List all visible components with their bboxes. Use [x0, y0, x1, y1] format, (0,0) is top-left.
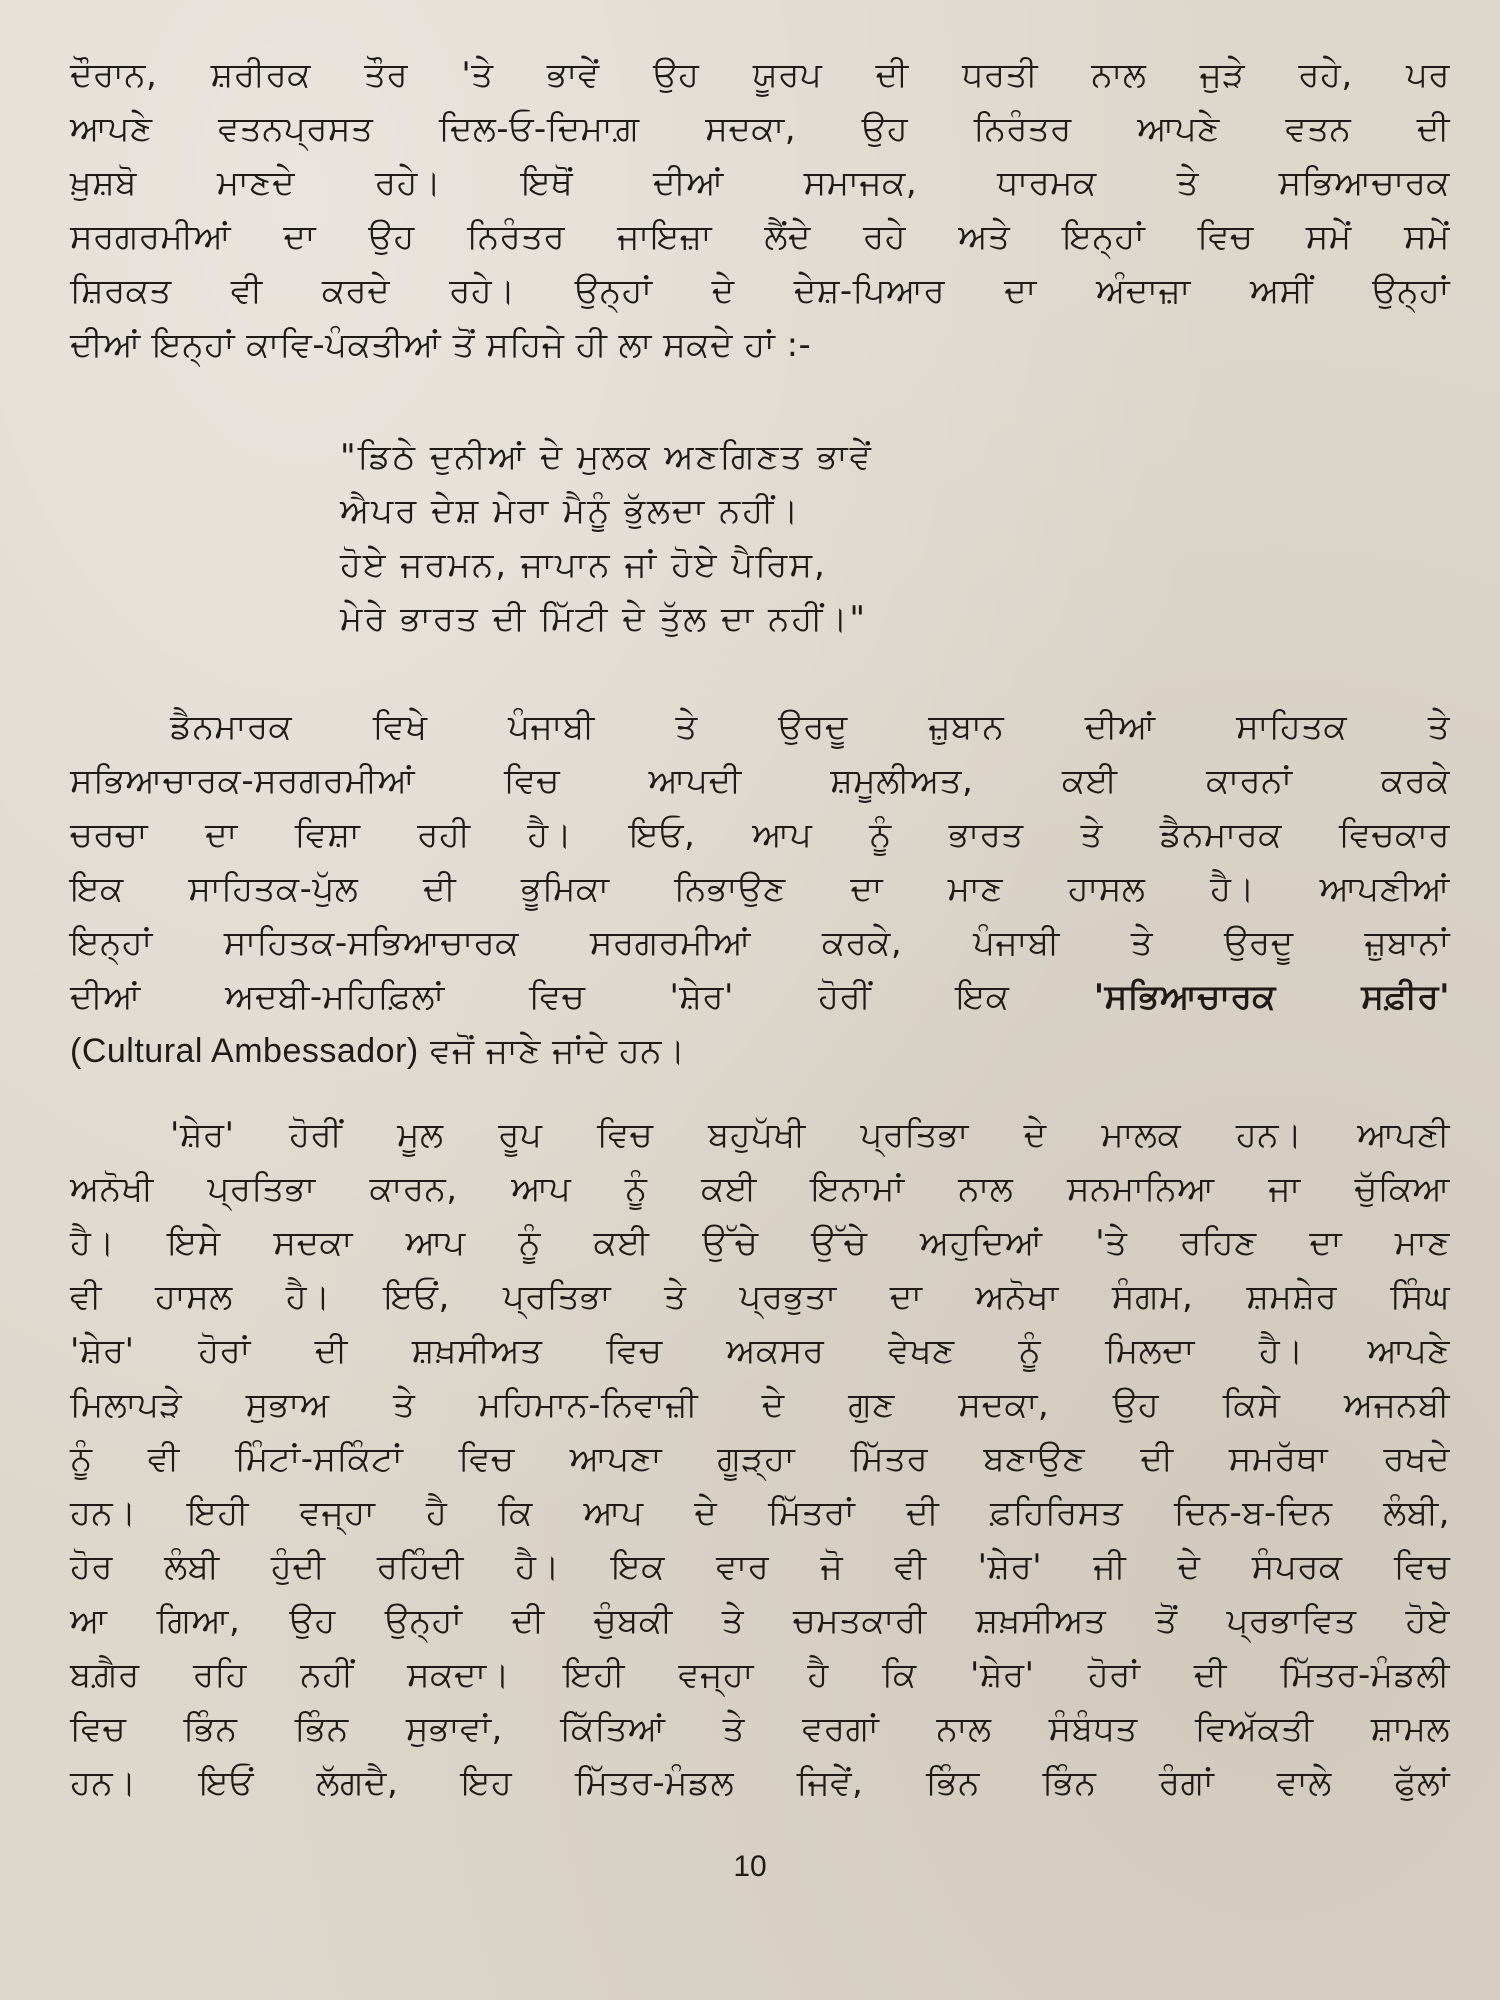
page-number: 10: [733, 1850, 767, 1883]
paragraph-line: ਸਭਿਆਚਾਰਕ-ਸਰਗਰਮੀਆਂ ਵਿਚ ਆਪਦੀ ਸ਼ਮੂਲੀਅਤ, ਕਈ ਕਾਰਨਾਂ ਕਰਕੇ: [70, 761, 1450, 801]
paragraph-line: ਆ ਗਿਆ, ਉਹ ਉਨ੍ਹਾਂ ਦੀ ਚੁੰਬਕੀ ਤੇ ਚਮਤਕਾਰੀ ਸ਼ਖ਼ਸੀਅਤ ਤੋਂ ਪ੍ਰਭਾਵਿਤ ਹੋਏ: [70, 1601, 1450, 1641]
denmark-paragraph: [70, 700, 1450, 1078]
paragraph-line: ਵੀ ਹਾਸਲ ਹੈ। ਇਓਂ, ਪ੍ਰਤਿਭਾ ਤੇ ਪ੍ਰਭੁਤਾ ਦਾ ਅਨੋਖਾ ਸੰਗਮ, ਸ਼ਮਸ਼ੇਰ ਸਿੰਘ: [70, 1277, 1450, 1317]
poem-line: "ਡਿਠੇ ਦੁਨੀਆਂ ਦੇ ਮੁਲਕ ਅਣਗਿਣਤ ਭਾਵੇਂ: [340, 437, 873, 477]
intro-paragraph: [70, 48, 1450, 372]
paragraph-line: ਦੌਰਾਨ, ਸ਼ਰੀਰਕ ਤੌਰ 'ਤੇ ਭਾਵੇਂ ਉਹ ਯੂਰਪ ਦੀ ਧਰਤੀ ਨਾਲ ਜੁੜੇ ਰਹੇ, ਪਰ: [70, 55, 1450, 95]
line-text: ਵਜੋਂ ਜਾਣੇ ਜਾਂਦੇ ਹਨ।: [430, 1031, 686, 1071]
poem-line: ਐਪਰ ਦੇਸ਼ ਮੇਰਾ ਮੈਨੂੰ ਭੁੱਲਦਾ ਨਹੀਂ।: [340, 491, 801, 531]
paragraph-line: ਬਗ਼ੈਰ ਰਹਿ ਨਹੀਂ ਸਕਦਾ। ਇਹੀ ਵਜ੍ਹਾ ਹੈ ਕਿ 'ਸ਼ੇਰ' ਹੋਰਾਂ ਦੀ ਮਿੱਤਰ-ਮੰਡਲੀ: [70, 1655, 1450, 1695]
paragraph-line: ਵਿਚ ਭਿੰਨ ਭਿੰਨ ਸੁਭਾਵਾਂ, ਕਿੱਤਿਆਂ ਤੇ ਵਰਗਾਂ ਨਾਲ ਸੰਬੰਧਤ ਵਿਅੱਕਤੀ ਸ਼ਾਮਲ: [70, 1709, 1450, 1749]
paragraph-line: [70, 970, 1450, 1024]
paragraph-line: ਮਿਲਾਪੜੇ ਸੁਭਾਅ ਤੇ ਮਹਿਮਾਨ-ਨਿਵਾਜ਼ੀ ਦੇ ਗੁਣ ਸਦਕਾ, ਉਹ ਕਿਸੇ ਅਜਨਬੀ: [70, 1385, 1450, 1425]
paragraph-line: ਅਨੋਖੀ ਪ੍ਰਤਿਭਾ ਕਾਰਨ, ਆਪ ਨੂੰ ਕਈ ਇਨਾਮਾਂ ਨਾਲ ਸਨਮਾਨਿਆ ਜਾ ਚੁੱਕਿਆ: [70, 1169, 1450, 1209]
line-text: ਦੀਆਂ ਅਦਬੀ-ਮਹਿਫ਼ਿਲਾਂ ਵਿਚ 'ਸ਼ੇਰ' ਹੋਰੀਂ ਇਕ: [70, 977, 1010, 1017]
poem-line: ਮੇਰੇ ਭਾਰਤ ਦੀ ਮਿੱਟੀ ਦੇ ਤੁੱਲ ਦਾ ਨਹੀਂ।": [340, 599, 867, 639]
paragraph-line: ਦੀਆਂ ਇਨ੍ਹਾਂ ਕਾਵਿ-ਪੰਕਤੀਆਂ ਤੋਂ ਸਹਿਜੇ ਹੀ ਲਾ ਸਕਦੇ ਹਾਂ :-: [70, 325, 812, 365]
paragraph-line: ਹੋਰ ਲੰਬੀ ਹੁੰਦੀ ਰਹਿੰਦੀ ਹੈ। ਇਕ ਵਾਰ ਜੋ ਵੀ 'ਸ਼ੇਰ' ਜੀ ਦੇ ਸੰਪਰਕ ਵਿਚ: [70, 1547, 1450, 1587]
paragraph-line: ਇਨ੍ਹਾਂ ਸਾਹਿਤਕ-ਸਭਿਆਚਾਰਕ ਸਰਗਰਮੀਆਂ ਕਰਕੇ, ਪੰਜਾਬੀ ਤੇ ਉਰਦੂ ਜ਼ੁਬਾਨਾਂ: [70, 923, 1450, 963]
paragraph-line: ਚਰਚਾ ਦਾ ਵਿਸ਼ਾ ਰਹੀ ਹੈ। ਇਓ, ਆਪ ਨੂੰ ਭਾਰਤ ਤੇ ਡੈਨਮਾਰਕ ਵਿਚਕਾਰ: [70, 815, 1450, 855]
paragraph-line: ਹਨ। ਇਹੀ ਵਜ੍ਹਾ ਹੈ ਕਿ ਆਪ ਦੇ ਮਿੱਤਰਾਂ ਦੀ ਫ਼ਹਿਰਿਸਤ ਦਿਨ-ਬ-ਦਿਨ ਲੰਬੀ,: [70, 1493, 1450, 1533]
cultural-ambassador-term: 'ਸਭਿਆਚਾਰਕ ਸਫ਼ੀਰ': [1093, 977, 1450, 1017]
paragraph-line: ਆਪਣੇ ਵਤਨਪ੍ਰਸਤ ਦਿਲ-ਓ-ਦਿਮਾਗ਼ ਸਦਕਾ, ਉਹ ਨਿਰੰਤਰ ਆਪਣੇ ਵਤਨ ਦੀ: [70, 109, 1450, 149]
english-term: (Cultural Ambessador): [70, 1032, 419, 1070]
paragraph-line: ਇਕ ਸਾਹਿਤਕ-ਪੁੱਲ ਦੀ ਭੂਮਿਕਾ ਨਿਭਾਉਣ ਦਾ ਮਾਣ ਹਾਸਲ ਹੈ। ਆਪਣੀਆਂ: [70, 869, 1450, 909]
paragraph-line: ਹੈ। ਇਸੇ ਸਦਕਾ ਆਪ ਨੂੰ ਕਈ ਉੱਚੇ ਉੱਚੇ ਅਹੁਦਿਆਂ 'ਤੇ ਰਹਿਣ ਦਾ ਮਾਣ: [70, 1223, 1450, 1263]
paragraph-line: ਸ਼ਿਰਕਤ ਵੀ ਕਰਦੇ ਰਹੇ। ਉਨ੍ਹਾਂ ਦੇ ਦੇਸ਼-ਪਿਆਰ ਦਾ ਅੰਦਾਜ਼ਾ ਅਸੀਂ ਉਨ੍ਹਾਂ: [70, 271, 1450, 311]
paragraph-line: ਡੈਨਮਾਰਕ ਵਿਖੇ ਪੰਜਾਬੀ ਤੇ ਉਰਦੂ ਜ਼ੁਬਾਨ ਦੀਆਂ ਸਾਹਿਤਕ ਤੇ: [170, 707, 1450, 747]
paragraph-line: ਹਨ। ਇਓਂ ਲੱਗਦੈ, ਇਹ ਮਿੱਤਰ-ਮੰਡਲ ਜਿਵੇਂ, ਭਿੰਨ ਭਿੰਨ ਰੰਗਾਂ ਵਾਲੇ ਫੁੱਲਾਂ: [70, 1763, 1450, 1803]
paragraph-line: ਸਰਗਰਮੀਆਂ ਦਾ ਉਹ ਨਿਰੰਤਰ ਜਾਇਜ਼ਾ ਲੈਂਦੇ ਰਹੇ ਅਤੇ ਇਨ੍ਹਾਂ ਵਿਚ ਸਮੇਂ ਸਮੇਂ: [70, 217, 1450, 257]
paragraph-line: ਨੂੰ ਵੀ ਮਿੰਟਾਂ-ਸਕਿੰਟਾਂ ਵਿਚ ਆਪਣਾ ਗੂੜ੍ਹਾ ਮਿੱਤਰ ਬਣਾਉਣ ਦੀ ਸਮਰੱਥਾ ਰਖਦੇ: [70, 1439, 1450, 1479]
sher-paragraph: [70, 1108, 1450, 1810]
paragraph-line: [70, 1024, 1450, 1078]
paragraph-line: 'ਸ਼ੇਰ' ਹੋਰਾਂ ਦੀ ਸ਼ਖ਼ਸੀਅਤ ਵਿਚ ਅਕਸਰ ਵੇਖਣ ਨੂੰ ਮਿਲਦਾ ਹੈ। ਆਪਣੇ: [70, 1331, 1450, 1371]
poem-line: ਹੋਏ ਜਰਮਨ, ਜਾਪਾਨ ਜਾਂ ਹੋਏ ਪੈਰਿਸ,: [340, 545, 827, 585]
paragraph-line: 'ਸ਼ੇਰ' ਹੋਰੀਂ ਮੂਲ ਰੂਪ ਵਿਚ ਬਹੁਪੱਖੀ ਪ੍ਰਤਿਭਾ ਦੇ ਮਾਲਕ ਹਨ। ਆਪਣੀ: [170, 1115, 1450, 1155]
poem-quote: [340, 430, 1160, 646]
paragraph-line: ਖ਼ੁਸ਼ਬੋ ਮਾਣਦੇ ਰਹੇ। ਇਥੋਂ ਦੀਆਂ ਸਮਾਜਕ, ਧਾਰਮਕ ਤੇ ਸਭਿਆਚਾਰਕ: [70, 163, 1450, 203]
